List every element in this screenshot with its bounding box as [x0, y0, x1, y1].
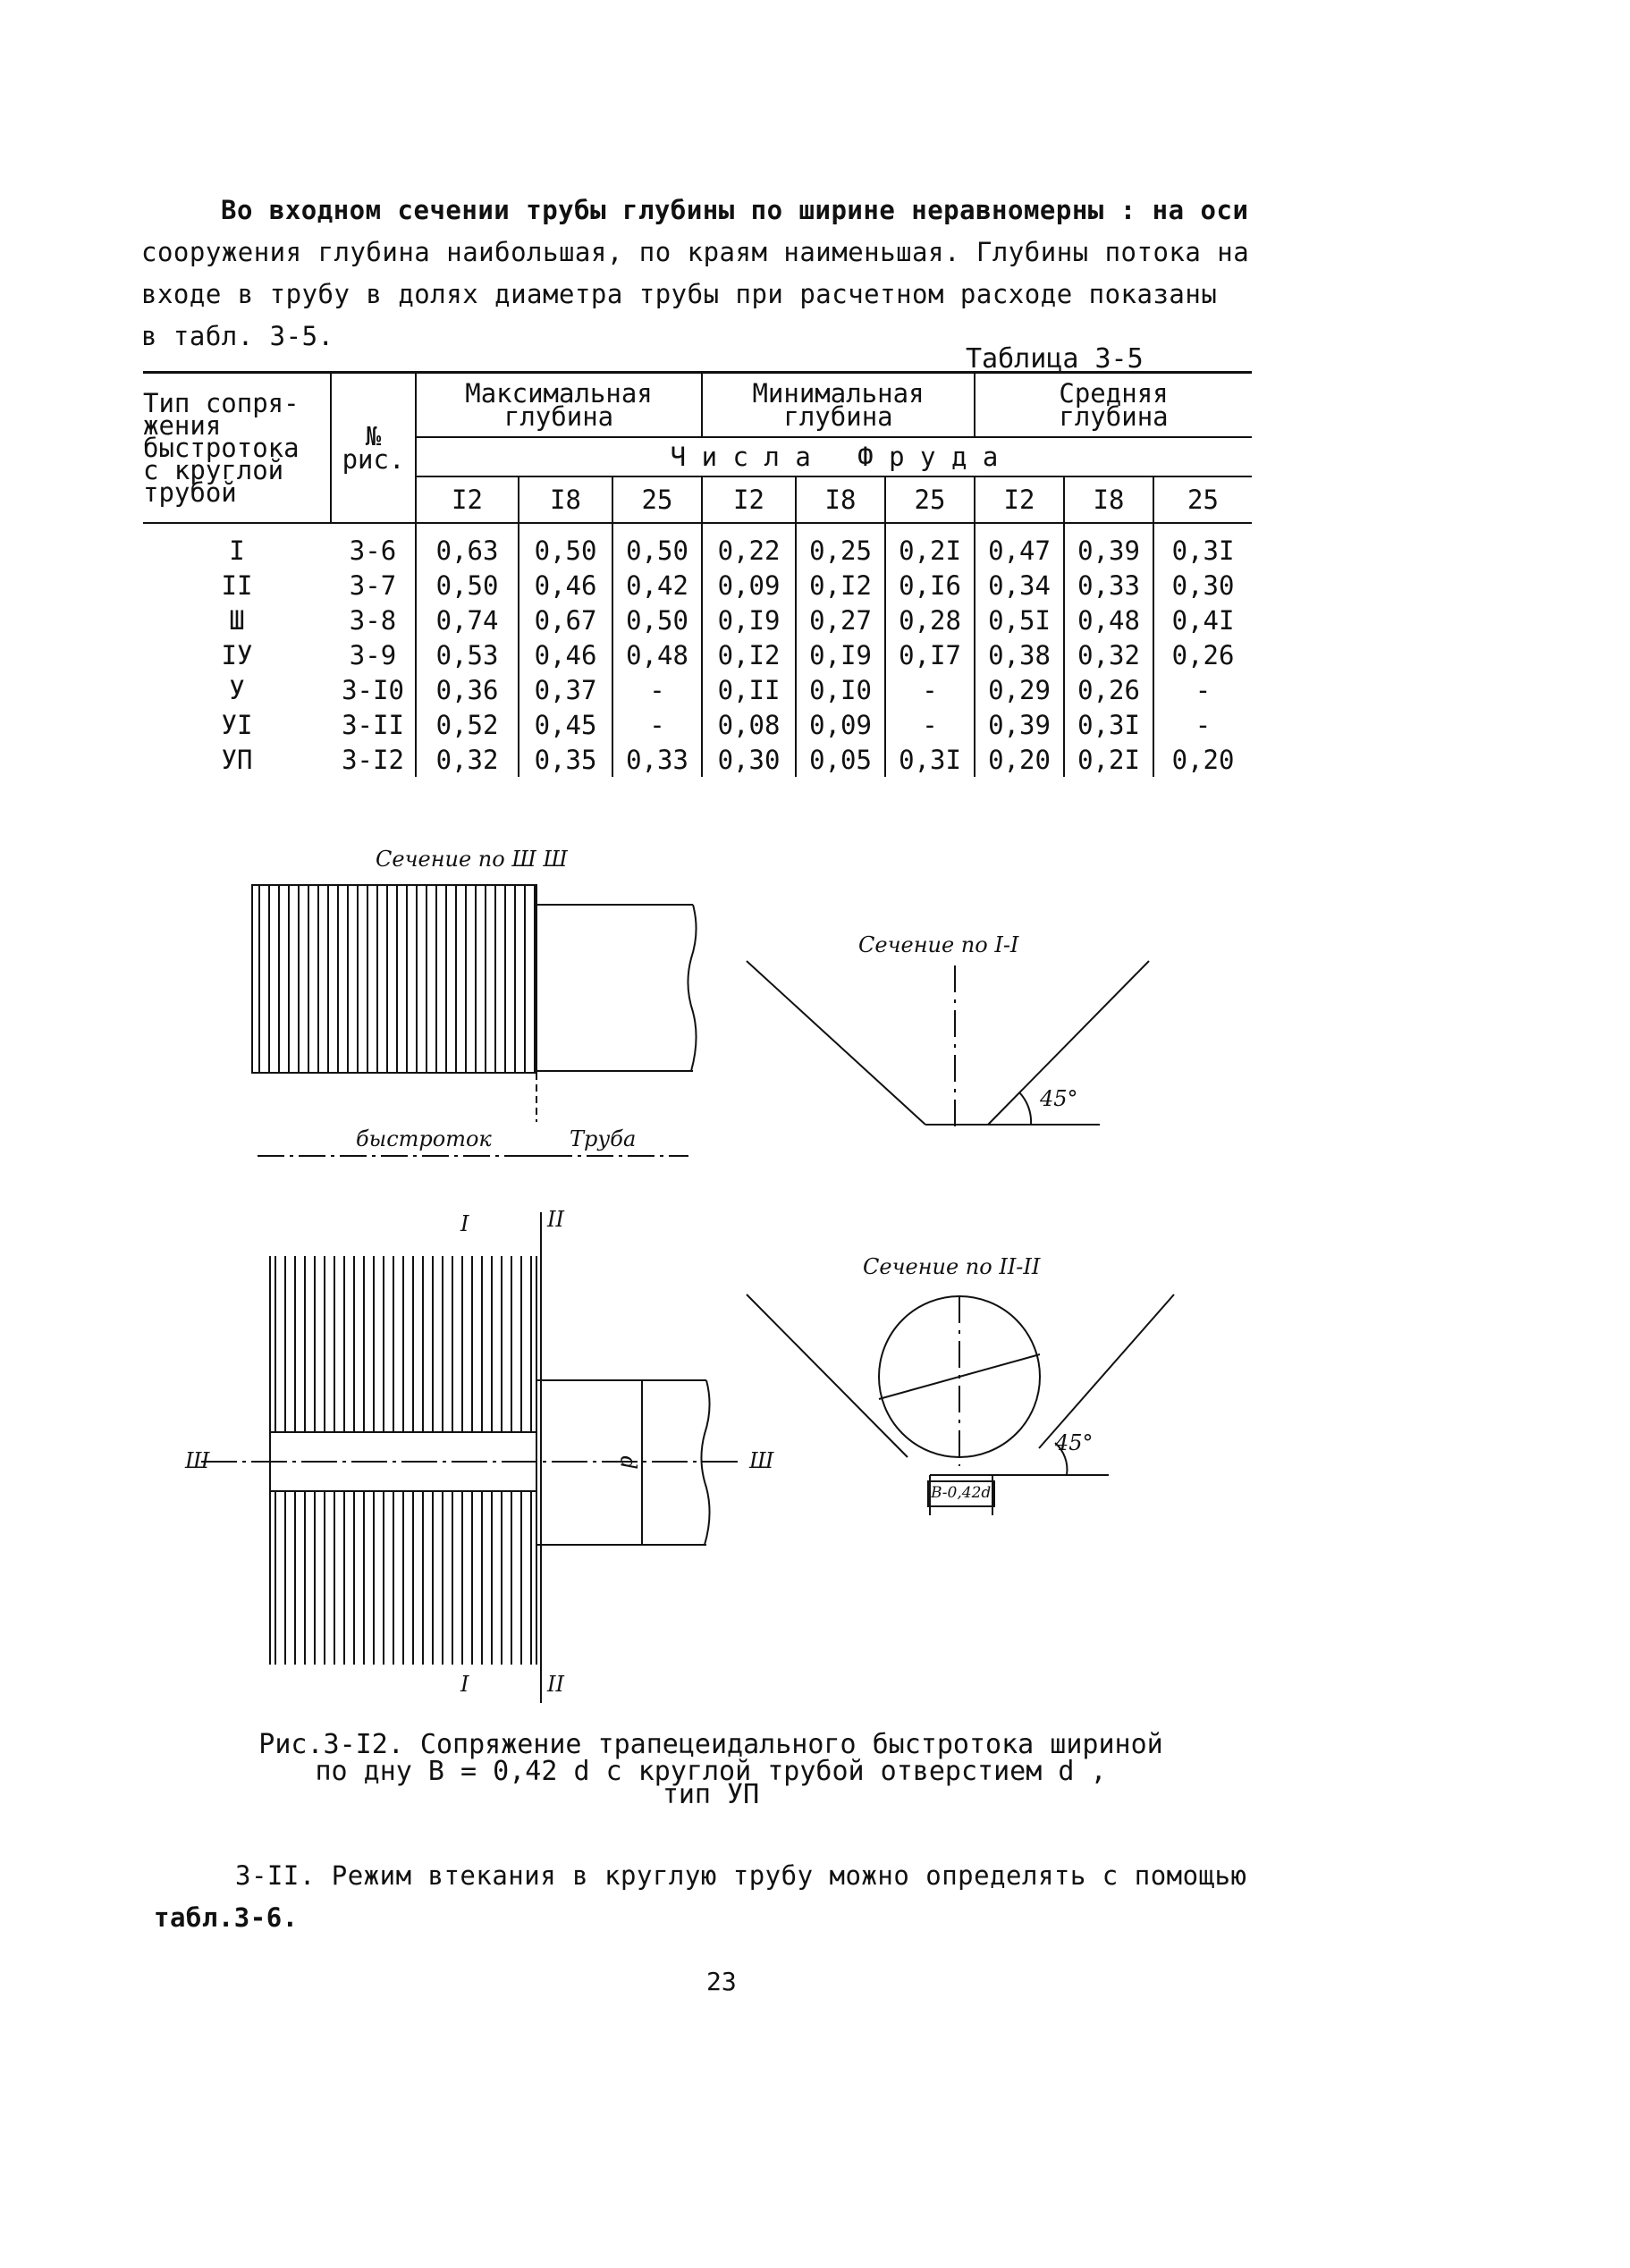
depth-value-cell: 0,35: [519, 742, 612, 777]
depth-value-cell: 0,25: [796, 523, 885, 568]
depth-value-cell: 0,48: [612, 637, 702, 672]
row-type-cell: II: [221, 569, 253, 601]
depth-value-cell: 0,34: [975, 568, 1064, 603]
depth-value-cell: 0,22: [702, 523, 796, 568]
pipe-label: Труба: [570, 1126, 637, 1151]
dim-d-label: d: [615, 1455, 641, 1470]
depth-value-cell: 0,48: [1064, 603, 1153, 637]
depth-value-cell: -: [1195, 674, 1212, 705]
depth-value-cell: 0,30: [1171, 569, 1235, 601]
depth-value-cell: 0,3I: [1064, 707, 1153, 742]
row-type-cell: IУ: [221, 639, 253, 670]
depth-value-cell: 0,50: [612, 523, 702, 568]
froude-number: I2: [702, 476, 796, 523]
right-slope-2: [1039, 1294, 1174, 1448]
row-type-cell: У: [229, 674, 245, 705]
row-figure-cell: 3-I0: [331, 672, 416, 707]
depth-value-cell: 0,74: [416, 603, 519, 637]
depth-value-cell: 0,5I: [975, 603, 1064, 637]
depth-value-cell: 0,46: [519, 568, 612, 603]
froude-number: I2: [416, 476, 519, 523]
depth-value-cell: 0,I9: [796, 637, 885, 672]
row-type-cell: Ш: [229, 604, 245, 636]
depth-value-cell: 0,32: [1064, 637, 1153, 672]
depth-value-cell: -: [885, 672, 975, 707]
depth-value-cell: 0,4I: [1171, 604, 1235, 636]
froude-number: 25: [1153, 476, 1252, 523]
depth-value-cell: 0,28: [885, 603, 975, 637]
figure-caption-2: по дну B = 0,42 d с круглой трубой отверстием d ,: [315, 1756, 1107, 1787]
depth-value-cell: 0,I7: [885, 637, 975, 672]
froude-number: I8: [796, 476, 885, 523]
depth-value-cell: -: [1195, 709, 1212, 740]
width-label: B-0,42d: [931, 1484, 992, 1502]
depth-value-cell: 0,II: [702, 672, 796, 707]
depth-value-cell: -: [612, 672, 702, 707]
table-caption: Таблица 3-5: [966, 343, 1144, 375]
section-1-label: Сечение по I-I: [858, 932, 1019, 957]
depth-value-cell: 0,45: [519, 707, 612, 742]
left-slope-2: [747, 1294, 908, 1457]
mark-I-top: I: [460, 1211, 469, 1236]
depth-value-cell: 0,26: [1171, 639, 1235, 670]
section-2-label: Сечение по II-II: [863, 1254, 1041, 1279]
break-line: [688, 905, 696, 1071]
depth-value-cell: 0,47: [975, 523, 1064, 568]
outro-line-2: табл.3-6.: [154, 1902, 299, 1933]
row-figure-cell: 3-7: [331, 568, 416, 603]
section-2-profile: [747, 1294, 1174, 1515]
group-avg-header: Средняя глубина: [975, 373, 1252, 438]
hatching-bottom: [275, 1256, 531, 1665]
row-figure-cell: 3-I2: [331, 742, 416, 777]
depth-value-cell: 0,05: [796, 742, 885, 777]
col-type-header: Тип сопря- жения быстротока с круглой трубой: [143, 373, 331, 524]
depth-value-cell: 0,39: [1064, 523, 1153, 568]
chute-label: быстроток: [356, 1126, 492, 1151]
depth-value-cell: 0,20: [1171, 744, 1235, 775]
froude-number: I2: [975, 476, 1064, 523]
figure-caption-3: тип УП: [662, 1779, 760, 1810]
depth-value-cell: 0,I9: [702, 603, 796, 637]
depth-value-cell: -: [612, 707, 702, 742]
figure-caption-1: Рис.3-I2. Сопряжение трапецеидального быстротока шириной: [258, 1729, 1163, 1760]
depth-value-cell: 0,63: [416, 523, 519, 568]
page-number: 23: [706, 1967, 737, 1996]
depth-value-cell: 0,32: [416, 742, 519, 777]
row-figure-cell: 3-6: [331, 523, 416, 568]
depth-value-cell: 0,50: [519, 523, 612, 568]
hatching-top: [259, 885, 535, 1073]
depth-value-cell: 0,38: [975, 637, 1064, 672]
group-max-header: Максимальная глубина: [416, 373, 702, 438]
depth-value-cell: 0,I2: [702, 637, 796, 672]
depth-value-cell: 0,09: [702, 568, 796, 603]
group-min-header: Минимальная глубина: [702, 373, 975, 438]
section-1-profile: [747, 961, 1149, 1131]
depth-value-cell: 0,26: [1064, 672, 1153, 707]
depth-value-cell: 0,3I: [885, 742, 975, 777]
angle-arc: [1019, 1092, 1031, 1125]
depth-value-cell: 0,I2: [796, 568, 885, 603]
mark-III-right: Ш: [749, 1448, 774, 1473]
angle-label-2: 45°: [1055, 1430, 1094, 1455]
depth-value-cell: 0,53: [416, 637, 519, 672]
depth-value-cell: 0,3I: [1171, 535, 1235, 566]
depth-value-cell: 0,33: [612, 742, 702, 777]
mark-II-top: II: [547, 1207, 564, 1232]
froude-number: I8: [519, 476, 612, 523]
froude-number: 25: [885, 476, 975, 523]
froude-header: Ч и с л а Ф р у д а: [416, 437, 1252, 476]
row-figure-cell: 3-8: [331, 603, 416, 637]
section-3-label: Сечение по Ш Ш: [376, 847, 568, 872]
depth-value-cell: 0,37: [519, 672, 612, 707]
depth-value-cell: 0,39: [975, 707, 1064, 742]
mark-II-bottom: II: [547, 1672, 564, 1697]
depth-value-cell: -: [885, 707, 975, 742]
left-slope: [747, 961, 925, 1125]
froude-number: I8: [1064, 476, 1153, 523]
depth-value-cell: 0,50: [612, 603, 702, 637]
depth-value-cell: 0,50: [416, 568, 519, 603]
depth-value-cell: 0,20: [975, 742, 1064, 777]
row-figure-cell: 3-II: [331, 707, 416, 742]
intro-line-4: в табл. 3-5.: [141, 321, 334, 351]
mark-I-bottom: I: [460, 1672, 469, 1697]
col-figure-header: № рис.: [331, 373, 416, 524]
depth-value-cell: 0,I6: [885, 568, 975, 603]
depth-value-cell: 0,52: [416, 707, 519, 742]
intro-line-2: сооружения глубина наибольшая, по краям наименьшая. Глубины потока на: [141, 237, 1250, 267]
depth-value-cell: 0,27: [796, 603, 885, 637]
depth-value-cell: 0,08: [702, 707, 796, 742]
intro-line-3: входе в трубу в долях диаметра трубы при расчетном расходе показаны: [141, 279, 1218, 309]
mark-III-left: Ш: [185, 1448, 210, 1473]
angle-label: 45°: [1040, 1086, 1078, 1111]
depth-value-cell: 0,09: [796, 707, 885, 742]
depth-value-cell: 0,46: [519, 637, 612, 672]
row-type-cell: I: [229, 535, 245, 566]
row-figure-cell: 3-9: [331, 637, 416, 672]
depth-value-cell: 0,I0: [796, 672, 885, 707]
depth-value-cell: 0,67: [519, 603, 612, 637]
depth-value-cell: 0,42: [612, 568, 702, 603]
depth-value-cell: 0,29: [975, 672, 1064, 707]
outro-line-1: 3-II. Режим втекания в круглую трубу можно определять с помощью: [235, 1860, 1247, 1891]
intro-line-1: Во входном сечении трубы глубины по ширине неравномерны : на оси: [221, 195, 1249, 225]
depth-value-cell: 0,2I: [1064, 742, 1153, 777]
depth-value-cell: 0,30: [702, 742, 796, 777]
depth-value-cell: 0,33: [1064, 568, 1153, 603]
chute-outline: [252, 885, 536, 1073]
row-type-cell: УI: [221, 709, 253, 740]
depth-value-cell: 0,2I: [885, 523, 975, 568]
froude-number: 25: [612, 476, 702, 523]
depth-value-cell: 0,36: [416, 672, 519, 707]
row-type-cell: УП: [221, 744, 253, 775]
